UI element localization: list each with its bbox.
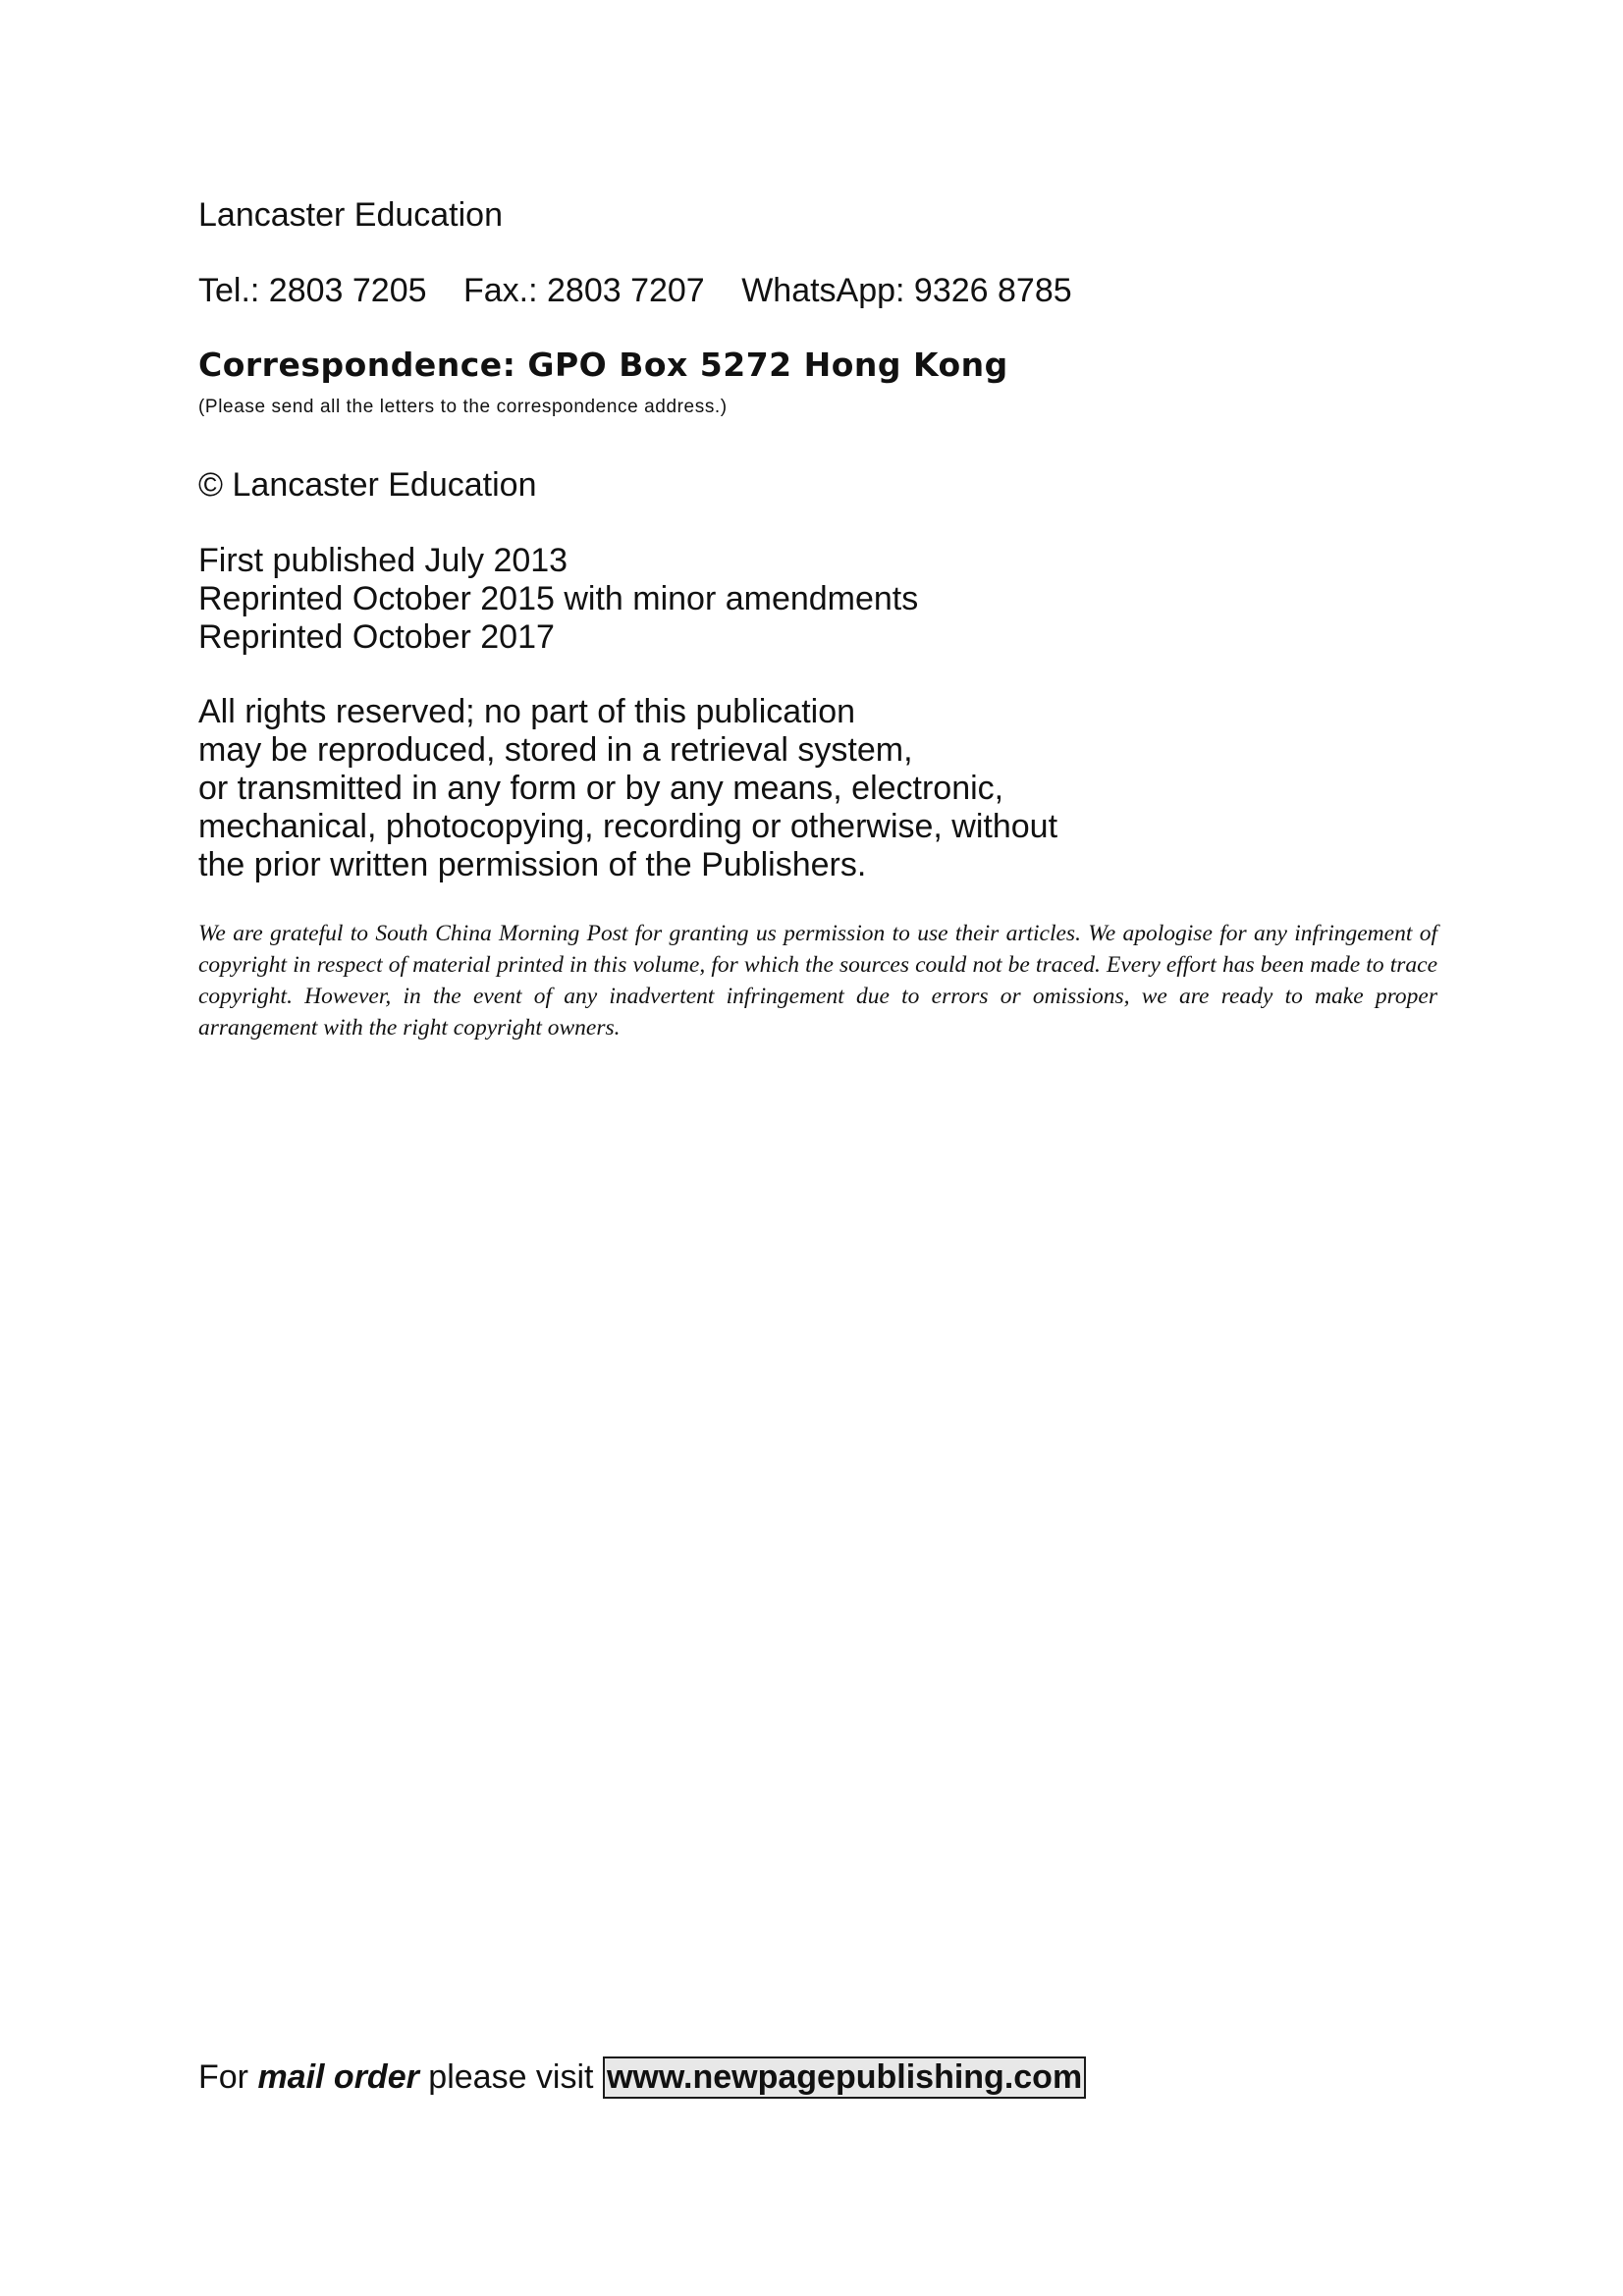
telephone-number: Tel.: 2803 7205 xyxy=(198,272,427,309)
mail-order-prefix: For xyxy=(198,2058,248,2096)
history-line: Reprinted October 2017 xyxy=(198,618,555,656)
contact-line xyxy=(198,272,1072,310)
mail-order-middle: please visit xyxy=(428,2058,594,2096)
website-link[interactable]: www.newpagepublishing.com xyxy=(603,2056,1086,2099)
rights-line: mechanical, photocopying, recording or otherwise, without xyxy=(198,808,1058,845)
publication-history xyxy=(198,542,918,657)
rights-line: the prior written permission of the Publishers. xyxy=(198,846,867,883)
mail-order-line xyxy=(198,2058,1086,2097)
rights-notice xyxy=(198,693,1057,884)
rights-line: may be reproduced, stored in a retrieval system, xyxy=(198,731,913,769)
rights-line: All rights reserved; no part of this publication xyxy=(198,693,856,730)
whatsapp-number: WhatsApp: 9326 8785 xyxy=(741,272,1072,309)
correspondence-address: Correspondence: GPO Box 5272 Hong Kong xyxy=(198,346,1008,384)
acknowledgement-paragraph: We are grateful to South China Morning Post for granting us permission to use their articles. We apologise for any infringement of copyright in respect of material printed in this volume, for which the sources could not be traced. Every effort has been made to trace copyright. However, in the event of any inadvertent infringement due to errors or omissions, we are ready to make proper arrangement with the right copyright owners. xyxy=(198,921,1437,1041)
correspondence-note: (Please send all the letters to the correspondence address.) xyxy=(198,397,728,417)
mail-order-emphasis: mail order xyxy=(257,2058,419,2096)
rights-line: or transmitted in any form or by any means, electronic, xyxy=(198,770,1004,807)
fax-number: Fax.: 2803 7207 xyxy=(462,272,705,309)
history-line: Reprinted October 2015 with minor amendments xyxy=(198,580,919,617)
copyright-line: © Lancaster Education xyxy=(198,466,537,504)
publisher-name: Lancaster Education xyxy=(198,196,503,234)
history-line: First published July 2013 xyxy=(198,542,568,579)
